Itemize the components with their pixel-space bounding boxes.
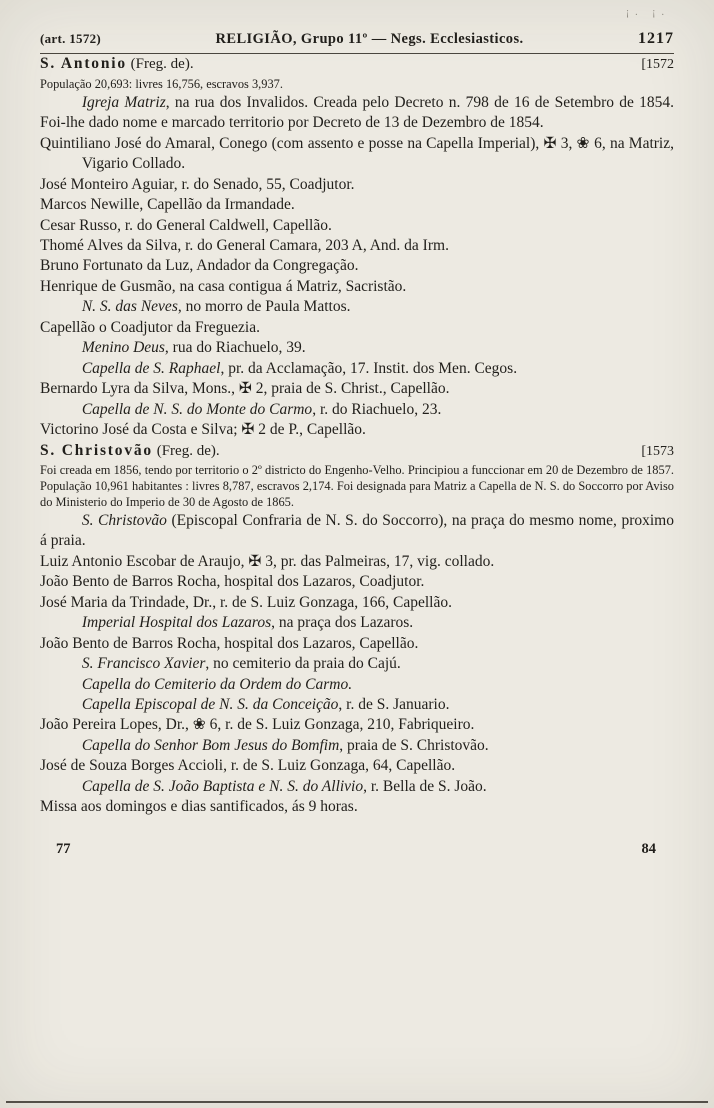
entry-paragraph xyxy=(40,675,674,695)
entry-text: , na rua dos Invalidos. Creada pelo Decreto n. 798 de 16 de Setembro de 1854. Foi-lhe dado nome e marcado territorio por Decreto de 13 de Dezembro de 1854. xyxy=(40,93,674,132)
entry-text: João Bento de Barros Rocha, hospital dos Lazaros, Capellão. xyxy=(40,634,419,652)
entry-paragraph xyxy=(40,654,674,674)
entry-title: S. Christovão xyxy=(81,511,167,529)
entry-text: (Episcopal Confraria de N. S. do Soccorro), na praça do mesmo nome, proximo á praia. xyxy=(40,511,674,550)
section-suffix: (Freg. de). xyxy=(126,56,194,73)
entry-line xyxy=(40,175,674,195)
entry-text: Quintiliano José do Amaral, Conego (com assento e posse na Capella Imperial), ✠ 3, ❀ 6, na Matriz, Vigario Collado. xyxy=(40,134,674,173)
entry-text: , rua do Riachuelo, 39. xyxy=(164,339,306,357)
section-heading-text xyxy=(40,441,220,462)
section-s-antonio xyxy=(40,54,674,440)
entry-title: Capella de S. Raphael xyxy=(81,359,221,377)
entry-line xyxy=(40,420,674,440)
entry-paragraph xyxy=(40,511,674,552)
entry-line xyxy=(40,195,674,215)
entry-text: Bernardo Lyra da Silva, Mons., ✠ 2, praia de S. Christ., Capellão. xyxy=(40,380,450,398)
entry-line xyxy=(40,715,674,735)
entry-text: , na praça dos Lazaros. xyxy=(271,614,414,632)
entry-line xyxy=(40,797,674,817)
entry-text: Capellão o Coadjutor da Freguezia. xyxy=(40,318,260,336)
header-running-title: RELIGIÃO, Grupo 11º — Negs. Ecclesiasticos. xyxy=(215,31,524,47)
entry-text: Bruno Fortunato da Luz, Andador da Congregação. xyxy=(40,257,359,275)
entry-title: Capella de S. João Baptista e N. S. do Allivio xyxy=(81,777,364,795)
entry-paragraph xyxy=(40,359,674,379)
entry-title: Capella de N. S. do Monte do Carmo xyxy=(81,400,313,418)
entry-line xyxy=(40,572,674,592)
header-page-number: 1217 xyxy=(638,30,674,47)
entry-text: José Maria da Trindade, Dr., r. de S. Luiz Gonzaga, 166, Capellão. xyxy=(40,593,452,611)
entry-text: , r. Bella de S. João. xyxy=(363,777,487,795)
section-note: Foi creada em 1856, tendo por territorio o 2º districto do Engenho-Velho. Principiou a funccionar em 20 de Dezembro de 1857. População 10,961 habitantes : livres 8,787, escravos 2,174. Foi designada para Matriz a Capella de N. S. do Soccorro por Aviso do Ministerio do Imperio de 30 de Agosto de 1865. xyxy=(40,463,674,510)
entry-line xyxy=(40,756,674,776)
section-name: S. Antonio xyxy=(40,55,127,73)
section-ref-number: [1572 xyxy=(641,57,674,73)
section-s-christovao xyxy=(40,441,674,818)
entry-line xyxy=(40,634,674,654)
section-heading xyxy=(40,54,674,75)
entry-paragraph xyxy=(40,93,674,134)
entry-text: José Monteiro Aguiar, r. do Senado, 55, Coadjutor. xyxy=(40,175,355,193)
entry-text: Victorino José da Costa e Silva; ✠ 2 de P., Capellão. xyxy=(40,421,366,439)
page-header xyxy=(40,28,674,54)
entry-title: N. S. das Neves xyxy=(81,298,178,316)
entry-text: Cesar Russo, r. do General Caldwell, Capellão. xyxy=(40,216,332,234)
population-line: População 20,693: livres 16,756, escravos 3,937. xyxy=(40,76,283,91)
entry-text: , praia de S. Christovão. xyxy=(339,736,489,754)
entry-line xyxy=(40,379,674,399)
entry-text: João Pereira Lopes, Dr., ❀ 6, r. de S. Luiz Gonzaga, 210, Fabriqueiro. xyxy=(40,716,475,734)
entry-line xyxy=(40,593,674,613)
entry-line xyxy=(40,552,674,572)
entry-paragraph xyxy=(40,338,674,358)
entry-text: , no cemiterio da praia do Cajú. xyxy=(205,655,401,673)
entry-title: Capella Episcopal de N. S. da Conceição xyxy=(81,696,339,713)
entry-title: Imperial Hospital dos Lazaros xyxy=(81,614,272,632)
entry-paragraph xyxy=(40,400,674,420)
entry-text: Henrique de Gusmão, na casa contigua á Matriz, Sacristão. xyxy=(40,277,407,295)
entry-text: João Bento de Barros Rocha, hospital dos Lazaros, Coadjutor. xyxy=(40,573,425,591)
scan-edge-artifact xyxy=(6,1101,708,1103)
entry-line xyxy=(40,216,674,236)
footer-signature-left: 77 xyxy=(56,840,71,857)
entry-text: José de Souza Borges Accioli, r. de S. Luiz Gonzaga, 64, Capellão. xyxy=(40,757,456,775)
entry-text: Luiz Antonio Escobar de Araujo, ✠ 3, pr. das Palmeiras, 17, vig. collado. xyxy=(40,552,495,570)
entry-title: Igreja Matriz xyxy=(81,93,166,111)
entry-paragraph xyxy=(40,613,674,633)
entry-line xyxy=(40,318,674,338)
section-heading-text xyxy=(40,54,194,75)
page-footer xyxy=(40,840,674,859)
entry-line xyxy=(40,256,674,276)
entry-text: , r. de S. Januario. xyxy=(338,696,450,713)
entry-title: Capella do Senhor Bom Jesus do Bomfim xyxy=(81,736,340,754)
entry-line xyxy=(40,236,674,256)
entry-paragraph xyxy=(40,777,674,797)
entry-paragraph xyxy=(40,297,674,317)
entry-text: , r. do Riachuelo, 23. xyxy=(312,400,442,418)
scan-noise-marks: ¡. ¡. xyxy=(625,7,670,18)
entry-title: Capella do Cemiterio da Ordem do Carmo. xyxy=(81,675,353,693)
entry-text: Marcos Newille, Capellão da Irmandade. xyxy=(40,196,295,214)
entry-paragraph xyxy=(40,695,674,715)
section-name: S. Christovão xyxy=(40,441,153,459)
entry-line xyxy=(40,134,674,175)
entry-text: Thomé Alves da Silva, r. do General Camara, 203 A, And. da Irm. xyxy=(40,236,449,254)
section-suffix: (Freg. de). xyxy=(152,442,220,459)
entry-text: , no morro de Paula Mattos. xyxy=(177,298,351,316)
section-heading xyxy=(40,441,674,462)
footer-signature-right: 84 xyxy=(641,840,656,857)
entry-title: S. Francisco Xavier xyxy=(81,655,206,673)
entry-title: Menino Deus xyxy=(81,339,165,357)
entry-line xyxy=(40,277,674,297)
entry-text: Missa aos domingos e dias santificados, ás 9 horas. xyxy=(40,798,358,816)
entry-text: , pr. da Acclamação, 17. Instit. dos Men. Cegos. xyxy=(220,359,518,377)
entry-paragraph xyxy=(40,736,674,756)
section-ref-number: [1573 xyxy=(641,443,674,459)
header-article-number: (art. 1572) xyxy=(40,31,102,46)
